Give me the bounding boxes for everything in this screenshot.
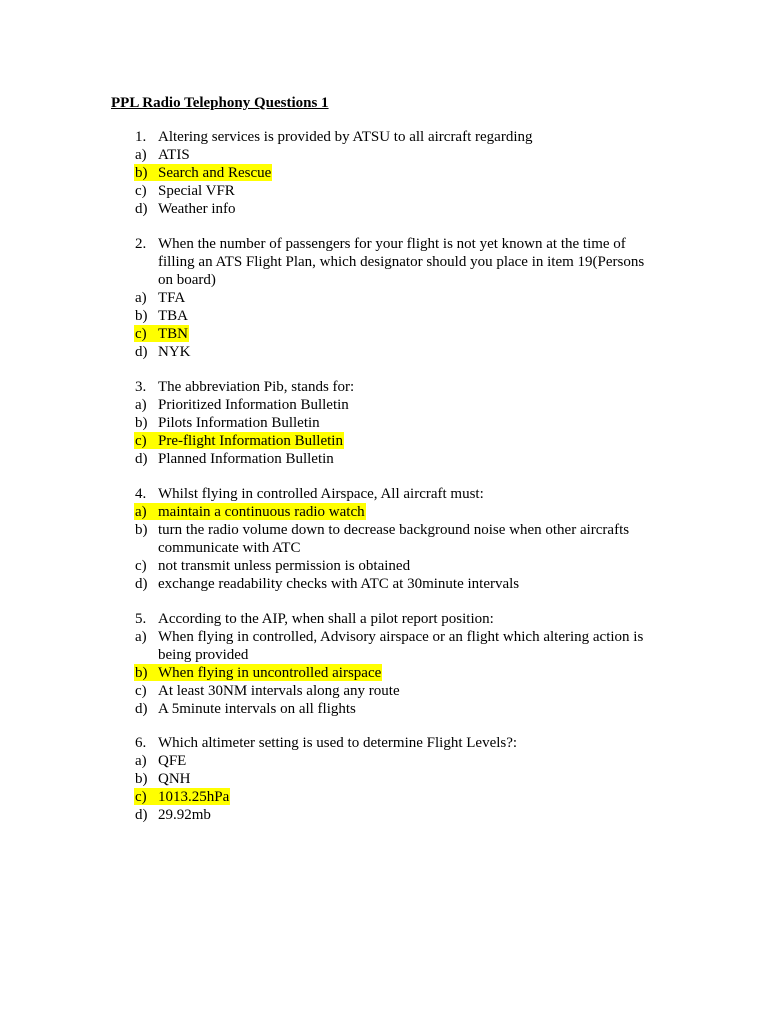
question-number: 2. <box>135 236 147 252</box>
question-number: 4. <box>135 486 147 502</box>
option-text: Pilots Information Bulletin <box>158 415 320 431</box>
answer-option <box>135 557 655 575</box>
option-text: At least 30NM intervals along any route <box>158 683 400 699</box>
option-letter: d) <box>135 576 148 592</box>
document-title: PPL Radio Telephony Questions 1 <box>111 95 329 111</box>
option-text: TBA <box>158 308 188 324</box>
answer-option-correct <box>135 164 655 182</box>
answer-option <box>135 770 655 788</box>
question-stem-line <box>135 128 655 146</box>
option-letter: c) <box>135 683 147 699</box>
question-number: 3. <box>135 379 147 395</box>
option-letter: b) <box>135 771 148 787</box>
option-text: Prioritized Information Bulletin <box>158 397 349 413</box>
question-2 <box>135 235 655 361</box>
answer-option-correct <box>135 325 655 343</box>
option-text: exchange readability checks with ATC at 30minute intervals <box>158 576 520 592</box>
option-text: A 5minute intervals on all flights <box>158 701 356 717</box>
question-text: Which altimeter setting is used to determine Flight Levels?: <box>158 735 518 751</box>
question-text: The abbreviation Pib, stands for: <box>158 379 355 395</box>
answer-option <box>135 682 655 700</box>
question-number: 5. <box>135 611 147 627</box>
answer-option <box>135 289 655 307</box>
answer-option-correct <box>135 432 655 450</box>
option-text: not transmit unless permission is obtained <box>158 558 411 574</box>
option-letter: b) <box>135 415 148 431</box>
answer-option <box>135 806 655 824</box>
option-text: Search and Rescue <box>158 165 272 181</box>
option-text-continuation: communicate with ATC <box>158 540 301 556</box>
answer-option <box>135 414 655 432</box>
answer-option <box>135 628 655 646</box>
question-4 <box>135 485 655 593</box>
option-text: 1013.25hPa <box>158 789 230 805</box>
question-3 <box>135 378 655 468</box>
answer-option <box>135 146 655 164</box>
option-letter: d) <box>135 201 148 217</box>
option-letter: b) <box>135 522 148 538</box>
option-letter: b) <box>135 308 148 324</box>
question-stem-line <box>135 734 655 752</box>
option-letter: d) <box>135 701 148 717</box>
option-text: ATIS <box>158 147 190 163</box>
answer-option <box>135 521 655 539</box>
option-letter: a) <box>135 629 147 645</box>
answer-option <box>135 575 655 593</box>
question-text: When the number of passengers for your flight is not yet known at the time of <box>158 236 626 252</box>
option-text: TBN <box>158 326 188 342</box>
question-text: filling an ATS Flight Plan, which designator should you place in item 19(Persons <box>158 254 645 270</box>
option-letter: a) <box>135 753 147 769</box>
option-letter: c) <box>135 558 147 574</box>
option-text: Planned Information Bulletin <box>158 451 334 467</box>
option-letter: c) <box>135 433 147 449</box>
option-text: QNH <box>158 771 191 787</box>
question-stem-line <box>135 253 655 271</box>
answer-option <box>135 700 655 718</box>
option-text-continuation: being provided <box>158 647 249 663</box>
option-letter: a) <box>135 397 147 413</box>
option-text: Weather info <box>158 201 236 217</box>
answer-option-correct <box>135 503 655 521</box>
option-letter: c) <box>135 789 147 805</box>
option-letter: b) <box>135 165 148 181</box>
answer-option <box>135 396 655 414</box>
option-letter: d) <box>135 807 148 823</box>
question-text: According to the AIP, when shall a pilot report position: <box>158 611 494 627</box>
answer-option <box>135 752 655 770</box>
answer-option-correct <box>135 788 655 806</box>
option-text: QFE <box>158 753 187 769</box>
option-text: 29.92mb <box>158 807 211 823</box>
option-letter: a) <box>135 290 147 306</box>
question-stem-line <box>135 271 655 289</box>
option-text: turn the radio volume down to decrease background noise when other aircrafts <box>158 522 630 538</box>
option-letter: c) <box>135 326 147 342</box>
question-text: on board) <box>158 272 216 288</box>
question-text: Altering services is provided by ATSU to all aircraft regarding <box>158 129 533 145</box>
answer-option <box>135 200 655 218</box>
question-6 <box>135 734 655 824</box>
option-text: NYK <box>158 344 191 360</box>
question-text: Whilst flying in controlled Airspace, All aircraft must: <box>158 486 484 502</box>
option-text: Special VFR <box>158 183 235 199</box>
answer-option <box>135 343 655 361</box>
option-text: Pre-flight Information Bulletin <box>158 433 343 449</box>
question-1 <box>135 128 655 218</box>
option-letter: c) <box>135 183 147 199</box>
option-text: maintain a continuous radio watch <box>158 504 365 520</box>
option-letter: a) <box>135 147 147 163</box>
answer-option-correct <box>135 664 655 682</box>
question-number: 1. <box>135 129 147 145</box>
option-letter: d) <box>135 344 148 360</box>
option-text: When flying in uncontrolled airspace <box>158 665 382 681</box>
option-letter: b) <box>135 665 148 681</box>
answer-option <box>135 307 655 325</box>
question-stem-line <box>135 235 655 253</box>
option-text: When flying in controlled, Advisory airspace or an flight which altering action is <box>158 629 644 645</box>
question-stem-line <box>135 610 655 628</box>
option-letter: d) <box>135 451 148 467</box>
question-5 <box>135 610 655 718</box>
question-number: 6. <box>135 735 147 751</box>
answer-option <box>135 450 655 468</box>
answer-option <box>135 182 655 200</box>
option-text: TFA <box>158 290 186 306</box>
option-letter: a) <box>135 504 147 520</box>
question-stem-line <box>135 378 655 396</box>
question-stem-line <box>135 485 655 503</box>
